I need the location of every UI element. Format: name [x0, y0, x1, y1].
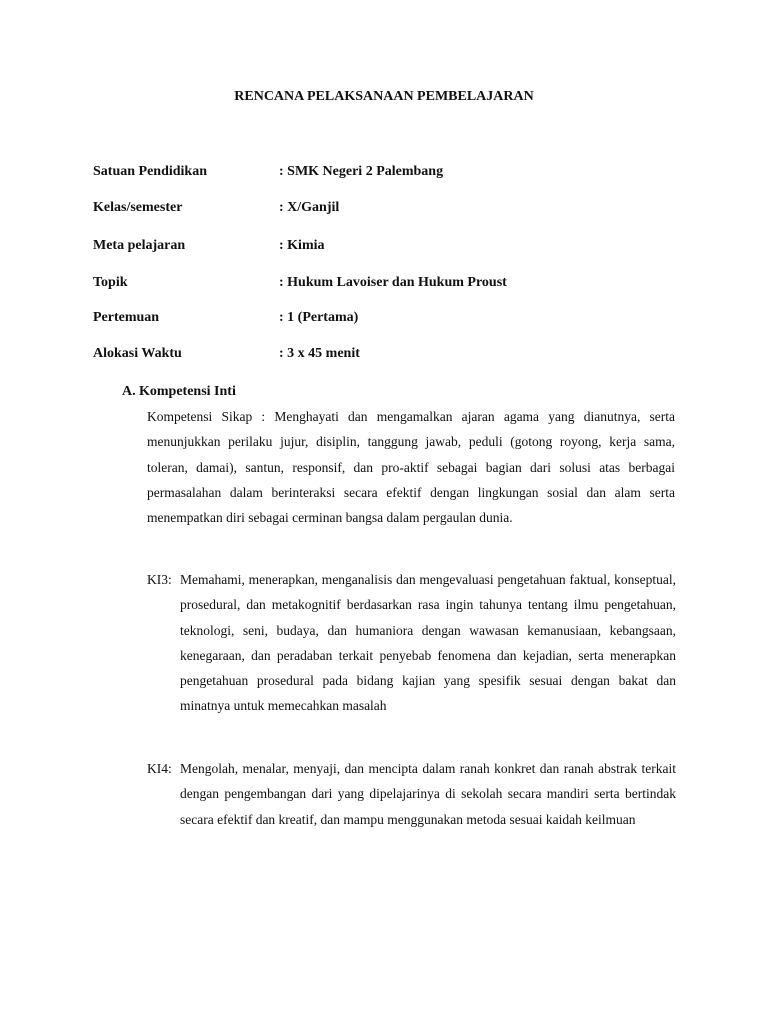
info-row-satuan-pendidikan: [93, 164, 443, 180]
section-heading-kompetensi-inti: [122, 384, 236, 400]
info-label: Pertemuan: [93, 310, 160, 325]
info-value: : 1 (Pertama): [279, 310, 359, 325]
info-value: : Hukum Lavoiser dan Hukum Proust: [279, 275, 507, 290]
info-row-meta-pelajaran: [93, 238, 325, 254]
info-value: : 3 x 45 menit: [279, 346, 360, 361]
info-label: Topik: [93, 275, 128, 290]
info-row-kelas-semester: [93, 200, 339, 216]
info-label: Satuan Pendidikan: [93, 164, 207, 179]
ki4-text: Mengolah, menalar, menyaji, dan mencipta dalam ranah konkret dan ranah abstrak terkait dengan pengembangan dari yang dipelajarinya di sekolah secara mandiri serta bertindak secara efektif dan kreatif, dan mampu menggunakan metoda sesuai kaidah keilmuan: [180, 761, 676, 827]
info-row-alokasi-waktu: [93, 346, 360, 362]
info-row-topik: [93, 275, 507, 291]
ki3-item: [147, 567, 676, 719]
info-label: Kelas/semester: [93, 200, 183, 215]
section-title: Kompetensi Inti: [139, 384, 236, 399]
info-label: Alokasi Waktu: [93, 346, 182, 361]
kompetensi-sikap-paragraph: Kompetensi Sikap : Menghayati dan mengamalkan ajaran agama yang dianutnya, serta menunjukkan perilaku jujur, disiplin, tanggung jawab, peduli (gotong royong, kerja sama, toleran, damai), santun, responsif, dan pro-aktif sebagai bagian dari solusi atas berbagai permasalahan dalam berinteraksi secara efektif dengan lingkungan sosial dan alam serta menempatkan diri sebagai cerminan bangsa dalam pergaulan dunia.: [147, 409, 675, 526]
info-value: : SMK Negeri 2 Palembang: [279, 164, 444, 179]
info-row-pertemuan: [93, 310, 358, 326]
ki3-code: KI3:: [147, 572, 172, 587]
ki3-text: Memahami, menerapkan, menganalisis dan mengevaluasi pengetahuan faktual, konseptual, prosedural, dan metakognitif berdasarkan rasa ingin tahunya tentang ilmu pengetahuan, teknologi, seni, budaya, dan humaniora dengan wawasan kemanusiaan, kebangsaan, kenegaraan, dan peradaban terkait penyebab fenomena dan kejadian, serta menerapkan pengetahuan prosedural pada bidang kajian yang spesifik sesuai dengan bakat dan minatnya untuk memecahkan masalah: [180, 572, 676, 714]
document-title: RENCANA PELAKSANAAN PEMBELAJARAN: [234, 89, 534, 104]
info-label: Meta pelajaran: [93, 238, 186, 253]
info-value: : X/Ganjil: [279, 200, 340, 215]
ki4-item: [147, 756, 676, 832]
info-value: : Kimia: [279, 238, 325, 253]
ki4-code: KI4:: [147, 761, 172, 776]
section-number: A.: [122, 384, 136, 399]
